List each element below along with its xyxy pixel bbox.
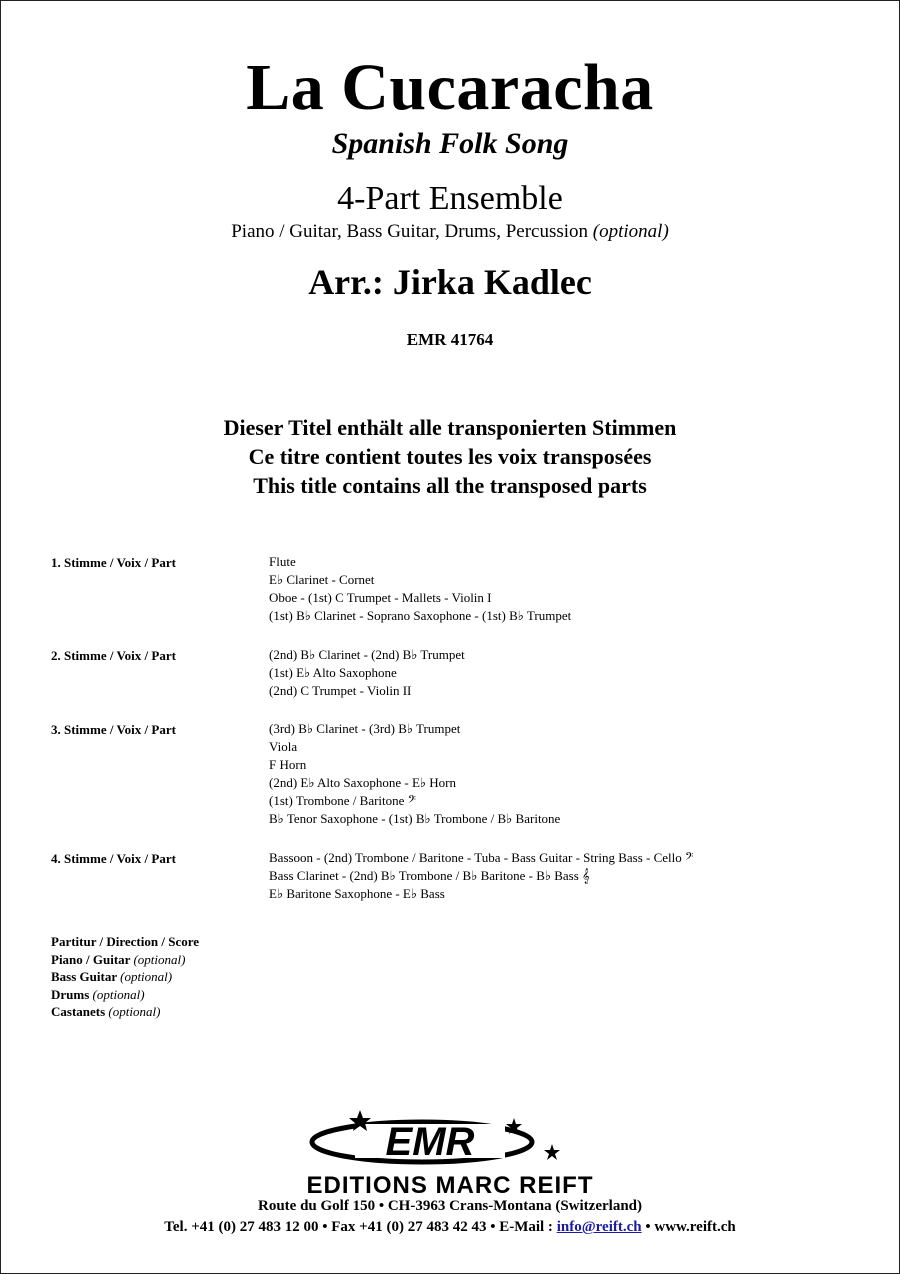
website: • www.reift.ch xyxy=(645,1219,736,1235)
arranger: Arr.: Jirka Kadlec xyxy=(308,262,592,302)
part-instrument: E♭ Baritone Saxophone - E♭ Bass xyxy=(269,886,445,901)
part-instrument: Oboe - (1st) C Trumpet - Mallets - Violin I xyxy=(269,590,492,605)
part-instrument: F Horn xyxy=(269,757,307,772)
part-1-instruments xyxy=(269,553,571,625)
part-instrument: (2nd) B♭ Clarinet - (2nd) B♭ Trumpet xyxy=(269,647,465,662)
part-2-instruments xyxy=(269,646,465,700)
transposition-note-fr: Ce titre contient toutes les voix transposées xyxy=(248,444,652,469)
ensemble-type: 4-Part Ensemble xyxy=(337,180,563,217)
instrumentation xyxy=(0,221,900,243)
catalog-number: EMR 41764 xyxy=(406,330,494,349)
part-instrument: B♭ Tenor Saxophone - (1st) B♭ Trombone / B♭ Baritone xyxy=(269,811,561,826)
part-3-label: 3. Stimme / Voix / Part xyxy=(51,722,176,737)
star-icon xyxy=(544,1144,560,1160)
contact-phone-fax: Tel. +41 (0) 27 483 12 00 • Fax +41 (0) 27 483 42 43 • E-Mail : xyxy=(164,1219,553,1235)
instrumentation-main: Piano / Guitar, Bass Guitar, Drums, Percussion xyxy=(231,221,589,242)
transposition-note-de: Dieser Titel enthält alle transponierten Stimmen xyxy=(223,415,677,440)
part-instrument: (1st) Trombone / Baritone 𝄢 xyxy=(269,793,417,808)
publisher-name: EDITIONS MARC REIFT xyxy=(306,1172,594,1199)
subtitle: Spanish Folk Song xyxy=(331,127,569,160)
part-instrument: (2nd) E♭ Alto Saxophone - E♭ Horn xyxy=(269,775,457,790)
part-instrument: (1st) E♭ Alto Saxophone xyxy=(269,665,397,680)
part-4-instruments xyxy=(269,849,693,903)
part-instrument: Bassoon - (2nd) Trombone / Baritone - Tuba - Bass Guitar - String Bass - Cello 𝄢 xyxy=(269,850,694,865)
part-2-label: 2. Stimme / Voix / Part xyxy=(51,648,176,663)
logo-text: EMR xyxy=(385,1120,475,1164)
additional-parts xyxy=(51,933,199,1021)
extra-item: Bass Guitar (optional) xyxy=(51,969,173,984)
part-instrument: (1st) B♭ Clarinet - Soprano Saxophone - (1st) B♭ Trumpet xyxy=(269,608,572,623)
publisher-contact xyxy=(0,1219,900,1236)
publisher-address: Route du Golf 150 • CH-3963 Crans-Montana (Switzerland) xyxy=(258,1198,642,1214)
transposition-note-en: This title contains all the transposed parts xyxy=(253,473,647,498)
part-3-instruments xyxy=(269,720,560,828)
extra-item: Piano / Guitar (optional) xyxy=(51,951,186,967)
part-4-label: 4. Stimme / Voix / Part xyxy=(51,851,176,866)
part-instrument: E♭ Clarinet - Cornet xyxy=(269,572,375,587)
part-instrument: (3rd) B♭ Clarinet - (3rd) B♭ Trumpet xyxy=(269,721,461,736)
emr-logo xyxy=(300,1108,570,1168)
instrumentation-optional: (optional) xyxy=(592,221,669,242)
extra-item: Drums (optional) xyxy=(51,986,145,1002)
extra-item: Castanets (optional) xyxy=(51,1004,161,1019)
page-title: La Cucaracha xyxy=(246,51,654,124)
email-link[interactable]: info@reift.ch xyxy=(556,1219,642,1235)
part-instrument: (2nd) C Trumpet - Violin II xyxy=(269,683,412,698)
part-instrument: Viola xyxy=(269,739,298,754)
part-instrument: Bass Clarinet - (2nd) B♭ Trombone / B♭ Baritone - B♭ Bass 𝄞 xyxy=(269,868,590,883)
part-1-label: 1. Stimme / Voix / Part xyxy=(51,555,176,570)
part-instrument: Flute xyxy=(269,554,296,569)
extra-item: Partitur / Direction / Score xyxy=(51,934,200,949)
